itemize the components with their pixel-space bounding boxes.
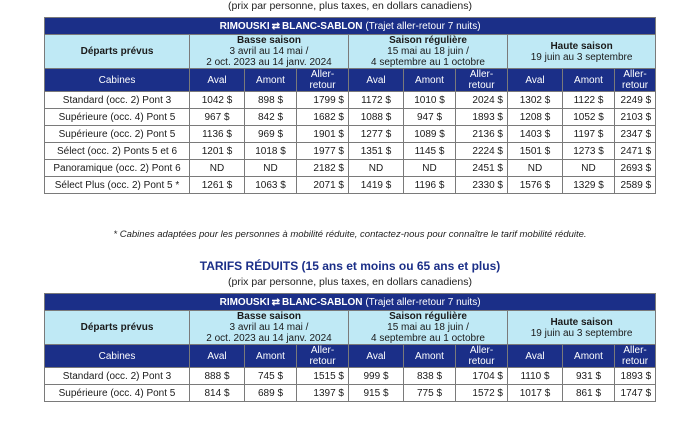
- col-aval: Aval: [190, 69, 245, 92]
- price-aller-retour: 2451 $: [456, 160, 508, 177]
- price-amont: 1145 $: [404, 143, 456, 160]
- col-aval: Aval: [508, 345, 563, 368]
- price-aller-retour: 2347 $: [615, 126, 656, 143]
- season-name: Haute saison: [550, 316, 613, 328]
- departures-label: Départs prévus: [45, 311, 190, 345]
- season-dates: 3 avril au 14 mai /: [229, 322, 309, 333]
- cabin-name: Supérieure (occ. 4) Pont 5: [45, 385, 190, 402]
- price-aval: 915 $: [349, 385, 404, 402]
- col-ar-line1: Aller-: [623, 69, 647, 80]
- col-aval: Aval: [349, 345, 404, 368]
- col-aller-retour: [297, 69, 349, 92]
- price-amont: 969 $: [245, 126, 297, 143]
- price-amont: 745 $: [245, 368, 297, 385]
- route-origin: RIMOUSKI: [219, 20, 270, 32]
- route-header: [45, 18, 656, 35]
- column-header-row: [45, 69, 656, 92]
- season-dates: 15 mai au 18 juin /: [387, 322, 469, 333]
- price-aller-retour: 2071 $: [297, 177, 349, 194]
- price-amont: 1329 $: [563, 177, 615, 194]
- col-ar-line1: Aller-: [310, 345, 335, 356]
- col-ar-line1: Aller-: [469, 69, 494, 80]
- table-row: [45, 126, 656, 143]
- season-low: [190, 35, 349, 69]
- col-cabins: Cabines: [45, 69, 190, 92]
- price-note-reduced: (prix par personne, plus taxes, en dollars canadiens): [228, 276, 472, 288]
- season-dates: 4 septembre au 1 octobre: [371, 333, 485, 344]
- price-amont: 775 $: [404, 385, 456, 402]
- cabin-name: Supérieure (occ. 4) Pont 5: [45, 109, 190, 126]
- price-aller-retour: 1515 $: [297, 368, 349, 385]
- price-aller-retour: 1682 $: [297, 109, 349, 126]
- route-header: [45, 294, 656, 311]
- route-destination: BLANC-SABLON: [281, 20, 363, 32]
- price-aller-retour: 2182 $: [297, 160, 349, 177]
- price-aval: 1136 $: [190, 126, 245, 143]
- price-aval: 1042 $: [190, 92, 245, 109]
- price-aller-retour: 2103 $: [615, 109, 656, 126]
- table-row: [45, 177, 656, 194]
- col-amont: Amont: [563, 69, 615, 92]
- col-amont: Amont: [404, 345, 456, 368]
- round-trip-arrow-icon: ⇄: [271, 296, 280, 308]
- price-aller-retour: 1572 $: [456, 385, 508, 402]
- season-dates: 3 avril au 14 mai /: [229, 46, 309, 57]
- col-cabins: Cabines: [45, 345, 190, 368]
- col-aller-retour: [456, 69, 508, 92]
- price-aller-retour: 2330 $: [456, 177, 508, 194]
- price-aval: 888 $: [190, 368, 245, 385]
- price-amont: 1052 $: [563, 109, 615, 126]
- col-ar-line2: retour: [468, 80, 495, 91]
- col-ar-line2: retour: [468, 356, 495, 367]
- col-aval: Aval: [349, 69, 404, 92]
- price-aller-retour: 1704 $: [456, 368, 508, 385]
- season-name: Basse saison: [237, 311, 301, 322]
- col-amont: Amont: [245, 345, 297, 368]
- price-amont: 689 $: [245, 385, 297, 402]
- cabin-name: Sélect (occ. 2) Ponts 5 et 6: [45, 143, 190, 160]
- price-aller-retour: 1747 $: [615, 385, 656, 402]
- table-row: [45, 368, 656, 385]
- price-aller-retour: 1893 $: [615, 368, 656, 385]
- price-aller-retour: 1901 $: [297, 126, 349, 143]
- price-amont: 1122 $: [563, 92, 615, 109]
- price-amont: 947 $: [404, 109, 456, 126]
- price-note: (prix par personne, plus taxes, en dollars canadiens): [228, 0, 472, 12]
- col-ar-line1: Aller-: [469, 345, 494, 356]
- price-aller-retour: 2471 $: [615, 143, 656, 160]
- price-aller-retour: 2136 $: [456, 126, 508, 143]
- price-amont: 931 $: [563, 368, 615, 385]
- col-ar-line2: retour: [622, 356, 649, 367]
- price-aller-retour: 1799 $: [297, 92, 349, 109]
- season-dates: 15 mai au 18 juin /: [387, 46, 469, 57]
- col-aller-retour: [297, 345, 349, 368]
- price-aller-retour: 2224 $: [456, 143, 508, 160]
- price-aller-retour: 1977 $: [297, 143, 349, 160]
- price-amont: 1063 $: [245, 177, 297, 194]
- price-aller-retour: 1397 $: [297, 385, 349, 402]
- season-high: [508, 35, 656, 69]
- price-aval: 1351 $: [349, 143, 404, 160]
- season-regular: [349, 35, 508, 69]
- col-ar-line2: retour: [309, 356, 336, 367]
- season-dates: 2 oct. 2023 au 14 janv. 2024: [206, 57, 332, 68]
- col-ar-line1: Aller-: [310, 69, 335, 80]
- price-amont: 1197 $: [563, 126, 615, 143]
- price-aval: 1277 $: [349, 126, 404, 143]
- price-aller-retour: 2249 $: [615, 92, 656, 109]
- price-aval: 1088 $: [349, 109, 404, 126]
- departures-label: Départs prévus: [45, 35, 190, 69]
- price-amont: 842 $: [245, 109, 297, 126]
- price-aval: 1419 $: [349, 177, 404, 194]
- price-aval: 1501 $: [508, 143, 563, 160]
- price-aval: ND: [349, 160, 404, 177]
- price-amont: 898 $: [245, 92, 297, 109]
- col-ar-line2: retour: [309, 80, 336, 91]
- route-origin: RIMOUSKI: [219, 296, 270, 308]
- cabin-name: Standard (occ. 2) Pont 3: [45, 92, 190, 109]
- price-amont: ND: [245, 160, 297, 177]
- route-detail: (Trajet aller-retour 7 nuits): [365, 20, 481, 32]
- season-name: Saison régulière: [389, 311, 467, 322]
- price-amont: ND: [563, 160, 615, 177]
- price-aval: 1403 $: [508, 126, 563, 143]
- season-name: Basse saison: [237, 35, 301, 46]
- price-aval: 1261 $: [190, 177, 245, 194]
- cabin-name: Supérieure (occ. 2) Pont 5: [45, 126, 190, 143]
- price-amont: 1018 $: [245, 143, 297, 160]
- col-amont: Amont: [245, 69, 297, 92]
- season-dates: 2 oct. 2023 au 14 janv. 2024: [206, 333, 332, 344]
- price-aval: 967 $: [190, 109, 245, 126]
- price-amont: 1273 $: [563, 143, 615, 160]
- season-dates: 4 septembre au 1 octobre: [371, 57, 485, 68]
- col-aller-retour: [456, 345, 508, 368]
- col-aller-retour: [615, 345, 656, 368]
- price-aval: 999 $: [349, 368, 404, 385]
- price-aval: ND: [190, 160, 245, 177]
- table-row: [45, 109, 656, 126]
- season-regular: [349, 311, 508, 345]
- season-dates: 19 juin au 3 septembre: [530, 327, 633, 339]
- price-aval: 1110 $: [508, 368, 563, 385]
- price-amont: 1089 $: [404, 126, 456, 143]
- route-detail: (Trajet aller-retour 7 nuits): [365, 296, 481, 308]
- price-amont: 838 $: [404, 368, 456, 385]
- price-aval: 1201 $: [190, 143, 245, 160]
- season-low: [190, 311, 349, 345]
- season-dates: 19 juin au 3 septembre: [530, 51, 633, 63]
- col-ar-line2: retour: [622, 80, 649, 91]
- col-amont: Amont: [563, 345, 615, 368]
- table-row: [45, 160, 656, 177]
- price-aval: 1017 $: [508, 385, 563, 402]
- col-aval: Aval: [190, 345, 245, 368]
- price-aller-retour: 2589 $: [615, 177, 656, 194]
- cabin-name: Standard (occ. 2) Pont 3: [45, 368, 190, 385]
- table-row: [45, 385, 656, 402]
- column-header-row: [45, 345, 656, 368]
- season-high: [508, 311, 656, 345]
- price-aval: ND: [508, 160, 563, 177]
- cabin-name: Panoramique (occ. 2) Pont 6: [45, 160, 190, 177]
- season-header-row: [45, 311, 656, 345]
- col-amont: Amont: [404, 69, 456, 92]
- fare-table-regular: [44, 17, 656, 194]
- price-aval: 814 $: [190, 385, 245, 402]
- cabin-name: Sélect Plus (occ. 2) Pont 5 *: [45, 177, 190, 194]
- col-aller-retour: [615, 69, 656, 92]
- price-aller-retour: 2024 $: [456, 92, 508, 109]
- season-name: Saison régulière: [389, 35, 467, 46]
- price-amont: 861 $: [563, 385, 615, 402]
- price-aval: 1576 $: [508, 177, 563, 194]
- col-aval: Aval: [508, 69, 563, 92]
- season-header-row: [45, 35, 656, 69]
- fare-table-reduced: [44, 293, 656, 402]
- route-destination: BLANC-SABLON: [281, 296, 363, 308]
- price-aval: 1208 $: [508, 109, 563, 126]
- price-aval: 1172 $: [349, 92, 404, 109]
- price-aller-retour: 2693 $: [615, 160, 656, 177]
- table-row: [45, 143, 656, 160]
- price-amont: 1196 $: [404, 177, 456, 194]
- price-amont: ND: [404, 160, 456, 177]
- section-title-reduced: TARIFS RÉDUITS (15 ans et moins ou 65 ans et plus): [199, 259, 501, 273]
- footnote: * Cabines adaptées pour les personnes à mobilité réduite, contactez-nous pour connaître le tarif mobilité réduite.: [113, 229, 587, 240]
- price-aller-retour: 1893 $: [456, 109, 508, 126]
- col-ar-line1: Aller-: [623, 345, 647, 356]
- round-trip-arrow-icon: ⇄: [271, 20, 280, 32]
- price-aval: 1302 $: [508, 92, 563, 109]
- table-row: [45, 92, 656, 109]
- season-name: Haute saison: [550, 40, 613, 52]
- price-amont: 1010 $: [404, 92, 456, 109]
